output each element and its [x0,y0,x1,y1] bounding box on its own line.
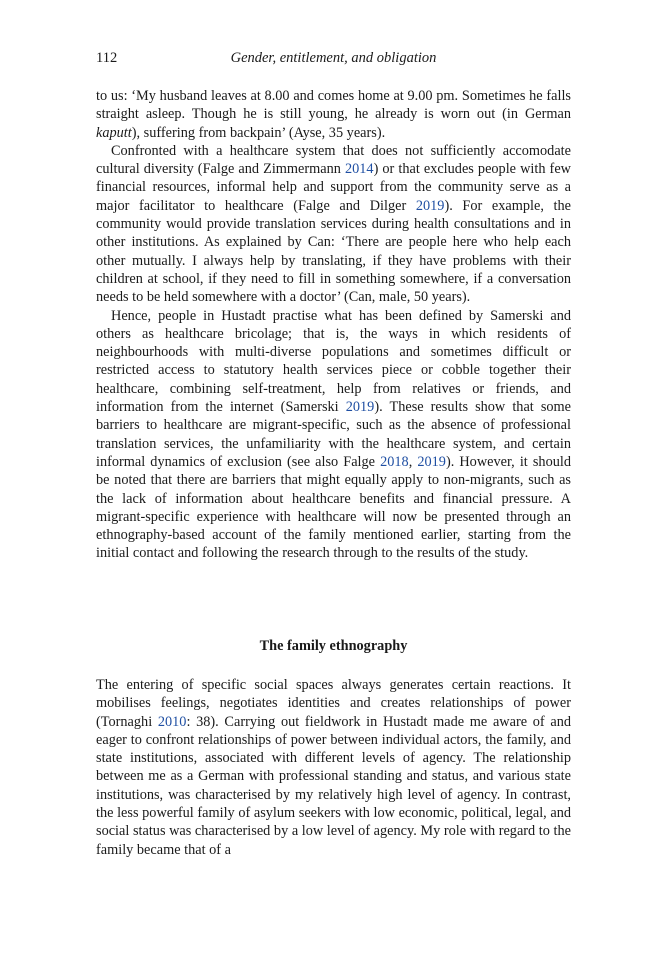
citation-link[interactable]: 2019 [345,399,375,416]
citation-link[interactable]: 2014 [344,161,374,178]
paragraph-2: Confronted with a healthcare system that does not sufficiently accomodate cultural diversity (Falge and Zimmermann 2014) or that excludes people with few financial resources, informal help and support from the community serve as a major facilitator to healthcare (Falge and Dilger 2019). For example, the community would provide translation services during health consultations and in other institutions. As explained by Can: ‘There are people here who help each other mutually. I always help by translating, if they have problems with their children at school, if they need to fill in something somewhere, if a conversation needs to be held somewhere with a doctor’ (Can, male, 50 years). [96,142,571,306]
citation-link[interactable]: 2018 [380,453,409,470]
citation-link[interactable]: 2019 [415,197,445,214]
paragraph-1: to us: ‘My husband leaves at 8.00 and comes home at 9.00 pm. Sometimes he falls straight asleep. Though he is still young, he already is worn out (in German kaputt), suffering from backpain’ (Ayse, 35 years). [96,88,571,141]
body-text-bottom [96,676,571,859]
citation-link[interactable]: 2019 [417,453,446,470]
german-term: kaputt [96,124,132,141]
paragraph-3: Hence, people in Hustadt practise what has been defined by Samerski and others as healthcare bricolage; that is, the ways in which residents of neighbourhoods with multi-diverse populations and sometimes difficult or restricted access to statutory health services piece or cobble together their healthcare, combining self-treatment, help from relatives or friends, and information from the internet (Samerski 2019). These results show that some barriers to healthcare are migrant-specific, such as the absence of professional translation services, the unfamiliarity with the healthcare system, and certain informal dynamics of exclusion (see also Falge 2018, 2019). However, it should be noted that there are barriers that might equally apply to non-migrants, such as the lack of information about healthcare benefits and financial pressure. A migrant-specific experience with healthcare will now be presented through an ethnography-based account of the family mentioned earlier, starting from the initial contact and following the research through to the results of the study. [96,307,572,562]
paragraph-4: The entering of specific social spaces always generates certain reactions. It mobilises feelings, negotiates identities and creates relationships of power (Tornaghi 2010: 38). Carrying out fieldwork in Hustadt made me aware of and eager to confront relationships of power between individual actors, the family, and state institutions, associated with different levels of agency. The relationship between me as a German with professional standing and status, and various state institutions, was characterised by my relatively high level of agency. In contrast, the less powerful family of asylum seekers with low economic, political, legal, and social status was characterised by a low level of agency. My role with regard to the family became that of a [96,677,571,858]
section-heading: The family ethnography [259,638,408,654]
body-text-top [96,87,571,563]
page-number: 112 [96,50,118,66]
citation-link[interactable]: 2010 [157,713,187,730]
running-head [96,50,571,70]
running-title: Gender, entitlement, and obligation [230,50,437,66]
